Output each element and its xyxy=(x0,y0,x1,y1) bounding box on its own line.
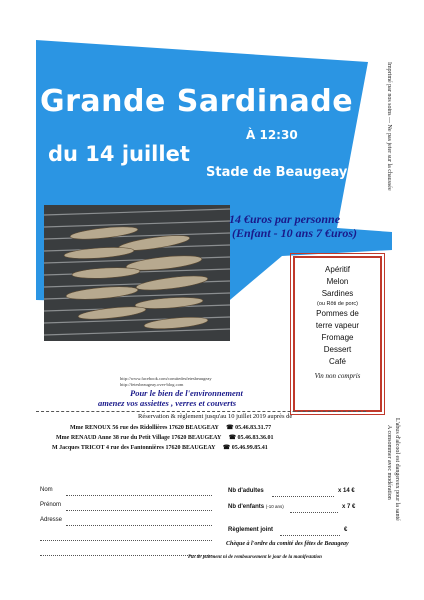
menu-list xyxy=(295,258,380,368)
children-age-note: (-10 ans) xyxy=(265,504,284,509)
contact-3 xyxy=(52,444,268,451)
side-text-alcohol-warning-2: A consommer avec modération xyxy=(386,425,392,500)
environment-message-2: amenez vos assiettes , verres et couverts xyxy=(98,398,237,408)
menu-item: Café xyxy=(329,357,346,366)
adresse-field-line3[interactable] xyxy=(40,555,212,556)
menu-item: Melon xyxy=(326,277,349,286)
price-child: (Enfant - 10 ans 7 €uros) xyxy=(232,226,358,240)
side-text-alcohol-warning-1: L'abus d'alcool est dangereux pour la santé xyxy=(394,418,400,521)
environment-message-1: Pour le bien de l'environnement xyxy=(130,388,243,398)
contact-phone: ☎ 05.46.99.85.41 xyxy=(222,445,268,451)
adresse-field[interactable] xyxy=(66,525,212,526)
cheque-instructions: Chèque à l'ordre du comité des fêtes de Beaugeay xyxy=(226,541,349,547)
menu-item: terre vapeur xyxy=(315,321,360,330)
web-links xyxy=(120,376,212,388)
event-venue: Stade de Beaugeay xyxy=(206,165,348,180)
menu-item: Apéritif xyxy=(325,265,350,274)
nom-label: Nom xyxy=(40,487,53,493)
menu-note: Vin non compris xyxy=(314,372,361,380)
prenom-label: Prénom xyxy=(40,502,62,508)
adults-label: Nb d'adultes xyxy=(228,488,264,494)
event-date: du 14 juillet xyxy=(48,142,190,166)
prenom-field[interactable] xyxy=(66,510,212,511)
menu-item: Dessert xyxy=(323,345,352,354)
contact-2 xyxy=(56,434,274,441)
blog-link[interactable]: http://fetesbeaugeay.over-blog.com xyxy=(120,382,184,387)
cut-line xyxy=(36,411,366,412)
price-adult: 14 €uros par personne xyxy=(229,212,341,226)
nom-field[interactable] xyxy=(66,495,212,496)
contact-phone: ☎ 05.46.83.31.77 xyxy=(226,425,272,431)
menu-item-alternative: (ou Rôti de porc) xyxy=(317,301,358,307)
adults-price: x 14 € xyxy=(338,488,355,494)
payment-label: Règlement joint xyxy=(228,527,274,533)
adresse-field-line2[interactable] xyxy=(40,540,212,541)
contact-address: Mme RENAUD Anne 38 rue du Petit Village 17620 BEAUGEAY xyxy=(56,435,222,441)
payment-unit: € xyxy=(344,527,348,533)
adresse-label: Adresse xyxy=(40,517,63,523)
children-label-text: Nb d'enfants xyxy=(228,504,265,510)
payment-field[interactable] xyxy=(280,535,340,536)
no-refund-notice: Pas de paiement ni de remboursement le jour de la manifestation xyxy=(188,555,322,560)
adults-field[interactable] xyxy=(272,496,334,497)
facebook-link[interactable]: http://www.facebook.com/comitedesfetesbeaugeay xyxy=(120,376,212,381)
reservation-info: Réservation & règlement jusqu'au 10 juillet 2019 auprès de xyxy=(138,413,293,420)
side-text-printed: Imprimé par nos soins — Ne pas jeter sur la chaussée xyxy=(386,62,392,191)
children-label xyxy=(228,504,284,510)
sardines-grill-photo xyxy=(44,205,230,341)
menu-item: Sardines xyxy=(321,289,354,298)
children-price: x 7 € xyxy=(342,504,356,510)
contact-address: Mme RENOUX 56 rue des Ridollières 17620 BEAUGEAY xyxy=(70,425,219,431)
children-field[interactable] xyxy=(290,512,338,513)
menu-item: Fromage xyxy=(321,333,354,342)
event-title: Grande Sardinade xyxy=(40,84,354,119)
contact-phone: ☎ 05.46.83.36.01 xyxy=(228,435,274,441)
contact-1 xyxy=(70,424,271,431)
menu-box xyxy=(293,256,382,412)
event-time: À 12:30 xyxy=(246,128,298,142)
contact-address: M Jacques TRICOT 4 rue des Fantonnières 17620 BEAUGEAY xyxy=(52,445,216,451)
menu-item: Pommes de xyxy=(316,309,359,318)
